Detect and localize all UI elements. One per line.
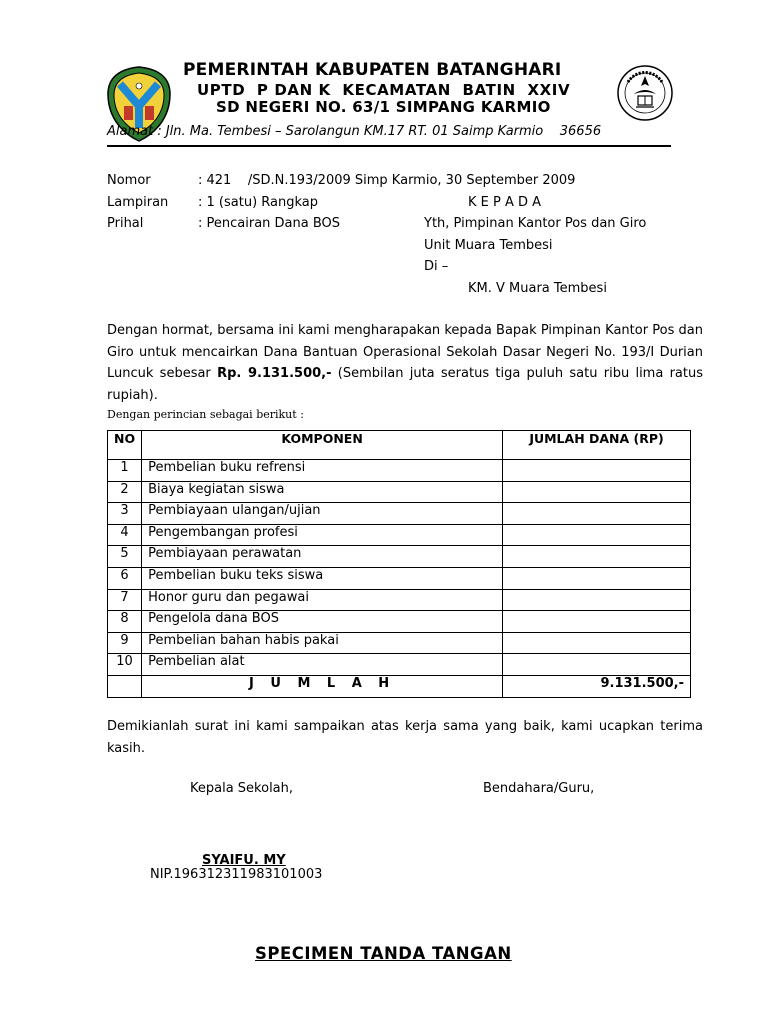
letterhead-subtitle: UPTD P DAN K KECAMATAN BATIN XXIV: [197, 81, 571, 99]
row-no-cell: 6: [108, 567, 142, 589]
header-jumlah: JUMLAH DANA (RP): [503, 431, 691, 460]
table-row: [108, 611, 691, 633]
table-row: [108, 589, 691, 611]
row-komponen-cell: Pembiayaan perawatan: [142, 546, 503, 568]
row-no-cell: 3: [108, 503, 142, 525]
row-jumlah-cell: [503, 481, 691, 503]
row-no-cell: 10: [108, 654, 142, 676]
row-no-cell: 5: [108, 546, 142, 568]
lampiran-value: : 1 (satu) Rangkap: [198, 195, 318, 210]
headmaster-title: Kepala Sekolah,: [190, 781, 294, 796]
recipient-line-1: Yth, Pimpinan Kantor Pos dan Giro: [424, 216, 647, 231]
prihal-label: Prihal: [107, 216, 144, 231]
tut-wuri-handayani-icon: [616, 62, 674, 124]
prihal-value: : Pencairan Dana BOS: [198, 216, 341, 231]
row-no-cell: 2: [108, 481, 142, 503]
total-value: 9.131.500,-: [503, 675, 691, 697]
row-komponen-cell: Honor guru dan pegawai: [142, 589, 503, 611]
total-blank-cell: [108, 675, 142, 697]
total-label: J U M L A H: [142, 675, 503, 697]
row-jumlah-cell: [503, 524, 691, 546]
row-no-cell: 7: [108, 589, 142, 611]
row-no-cell: 9: [108, 632, 142, 654]
recipient-line-3: Di –: [424, 259, 449, 274]
row-jumlah-cell: [503, 611, 691, 633]
nomor-value: : 421 /SD.N.193/2009 Simp Karmio, 30 September 2009: [198, 173, 576, 188]
letterhead-title: PEMERINTAH KABUPATEN BATANGHARI: [183, 60, 562, 80]
table-row: [108, 460, 691, 482]
row-no-cell: 8: [108, 611, 142, 633]
closing-paragraph: Demikianlah surat ini kami sampaikan atas kerja sama yang baik, kami ucapkan terima kasih.: [107, 719, 703, 756]
table-total-row: [108, 675, 691, 697]
lampiran-label: Lampiran: [107, 195, 169, 210]
row-jumlah-cell: [503, 546, 691, 568]
headmaster-nip: NIP.196312311983101003: [150, 867, 323, 882]
header-komponen: KOMPONEN: [142, 431, 503, 460]
table-row: [108, 503, 691, 525]
row-jumlah-cell: [503, 567, 691, 589]
budget-table: [107, 430, 691, 698]
letterhead-divider: [107, 145, 671, 147]
row-no-cell: 1: [108, 460, 142, 482]
table-row: [108, 524, 691, 546]
kepada-heading: K E P A D A: [468, 195, 542, 210]
nomor-label: Nomor: [107, 173, 151, 188]
detail-intro: Dengan perincian sebagai berikut :: [107, 408, 304, 421]
letterhead-school-name: SD NEGERI NO. 63/1 SIMPANG KARMIO: [216, 98, 551, 116]
recipient-line-2: Unit Muara Tembesi: [424, 238, 553, 253]
amount-highlight: Rp. 9.131.500,-: [217, 366, 332, 381]
row-jumlah-cell: [503, 460, 691, 482]
amount-in-words: (Sembilan juta seratus tiga puluh satu ribu lima ratus rupiah).: [107, 366, 704, 403]
table-row: [108, 481, 691, 503]
row-jumlah-cell: [503, 503, 691, 525]
table-row: [108, 546, 691, 568]
headmaster-name: SYAIFU. MY: [202, 853, 286, 868]
table-row: [108, 654, 691, 676]
header-no: NO: [108, 431, 142, 460]
row-jumlah-cell: [503, 632, 691, 654]
treasurer-title: Bendahara/Guru,: [483, 781, 595, 796]
row-komponen-cell: Biaya kegiatan siswa: [142, 481, 503, 503]
row-komponen-cell: Pembelian alat: [142, 654, 503, 676]
opening-paragraph: [107, 320, 703, 406]
row-komponen-cell: Pengelola dana BOS: [142, 611, 503, 633]
opening-text: Dengan hormat, bersama ini kami mengharapakan kepada Bapak Pimpinan Kantor Pos dan Giro untuk mencairkan Dana Bantuan Operasional Sekolah Dasar Negeri No. 193/I Durian Luncuk sebesar: [107, 323, 703, 381]
table-header-row: [108, 431, 691, 460]
row-no-cell: 4: [108, 524, 142, 546]
recipient-line-4: KM. V Muara Tembesi: [468, 281, 607, 296]
table-body: [108, 460, 691, 676]
table-row: [108, 632, 691, 654]
row-komponen-cell: Pembelian buku teks siswa: [142, 567, 503, 589]
specimen-heading: SPECIMEN TANDA TANGAN: [255, 944, 512, 963]
row-komponen-cell: Pembelian buku refrensi: [142, 460, 503, 482]
table-row: [108, 567, 691, 589]
letterhead-address: Alamat : Jln. Ma. Tembesi – Sarolangun KM.17 RT. 01 Saimp Karmio 36656: [107, 124, 602, 139]
row-jumlah-cell: [503, 654, 691, 676]
row-jumlah-cell: [503, 589, 691, 611]
row-komponen-cell: Pengembangan profesi: [142, 524, 503, 546]
row-komponen-cell: Pembiayaan ulangan/ujian: [142, 503, 503, 525]
row-komponen-cell: Pembelian bahan habis pakai: [142, 632, 503, 654]
